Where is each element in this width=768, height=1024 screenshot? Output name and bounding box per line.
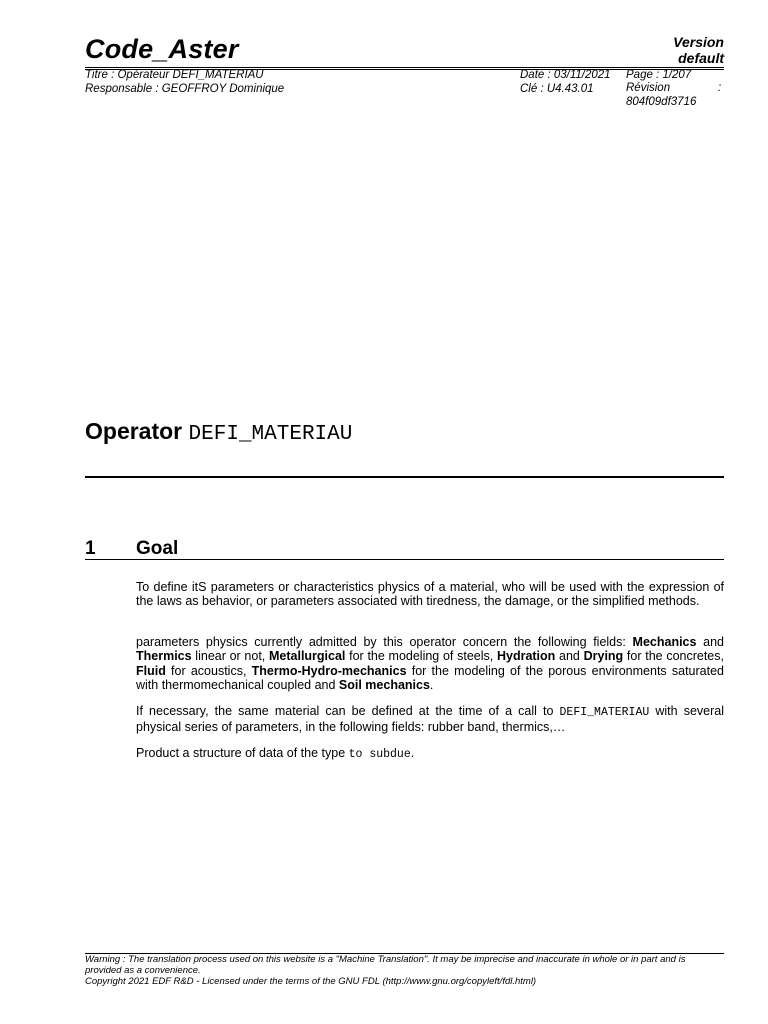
paragraph-fields [136, 635, 724, 693]
paragraph-product [136, 746, 724, 762]
paragraph-goal: To define itS parameters or characteristics physics of a material, who will be used with the expression of the laws as behavior, or parameters associated with tiredness, the damage, or the simplified methods. [136, 580, 724, 609]
header-revision-value: 804f09df3716 [626, 96, 697, 108]
version-value: default [678, 50, 724, 66]
footer-warning: Warning : The translation process used on this website is a "Machine Translation". It may be imprecise and inaccurate in whole or in part and is provided as a convenience. [85, 954, 686, 976]
p2-text: for acoustics, [165, 663, 252, 678]
title-prefix: Operator [85, 418, 183, 444]
title-code: DEFI_MATERIAU [188, 423, 353, 446]
p2-text: for the modeling of the porous environments saturated with thermomechanical coupled and [136, 663, 724, 693]
p2-metallurgical: Metallurgical [269, 649, 346, 664]
p4-text: Product a structure of data of the type [136, 746, 349, 760]
section-number: 1 [85, 538, 96, 559]
header-date: Date : 03/11/2021 [520, 69, 611, 81]
document-title [85, 418, 352, 446]
header-responsable: Responsable : GEOFFROY Dominique [85, 83, 285, 95]
header-titre: Titre : Opérateur DEFI_MATERIAU [85, 69, 264, 81]
p2-drying: Drying [583, 649, 624, 664]
p2-text: and [696, 635, 724, 649]
p3-text: with several physical series of parameters, in the following fields: rubber band, thermics,… [136, 704, 724, 735]
p2-text: and [555, 649, 584, 664]
section-rule [85, 559, 724, 560]
header-revision-colon: : [718, 82, 722, 94]
p3-code: DEFI_MATERIAU [559, 706, 650, 719]
p2-thermo-hydro-mechanics: Thermo-Hydro-mechanics [251, 663, 407, 678]
p2-mechanics: Mechanics [632, 635, 697, 649]
code-aster-logo: Code_Aster [85, 34, 239, 64]
paragraph-call [136, 704, 724, 735]
p2-thermics: Thermics [136, 649, 192, 664]
p2-text: for the concretes, [623, 649, 724, 664]
title-rule [85, 476, 724, 478]
p2-soil-mechanics: Soil mechanics [338, 678, 430, 693]
version-label: Version [673, 34, 724, 50]
version-block [673, 34, 724, 66]
footer-copyright: Copyright 2021 EDF R&D - Licensed under the terms of the GNU FDL (http://www.gnu.org/copyleft/fdl.html) [85, 976, 537, 987]
p4-code: to subdue [348, 748, 411, 761]
p2-hydration: Hydration [496, 649, 556, 664]
p2-text: . [429, 678, 434, 693]
header-cle: Clé : U4.43.01 [520, 83, 594, 95]
section-title: Goal [136, 538, 179, 559]
p3-text: If necessary, the same material can be defined at the time of a call to [136, 704, 560, 718]
p2-text: for the modeling of steels, [345, 649, 497, 664]
p2-text: linear or not, [191, 649, 269, 664]
p2-fluid: Fluid [136, 663, 166, 678]
header-revision-label: Révision [626, 82, 671, 94]
p4-text: . [410, 746, 415, 760]
p2-text: parameters physics currently admitted by this operator concern the following fields: [136, 635, 633, 649]
header-page: Page : 1/207 [626, 69, 692, 81]
